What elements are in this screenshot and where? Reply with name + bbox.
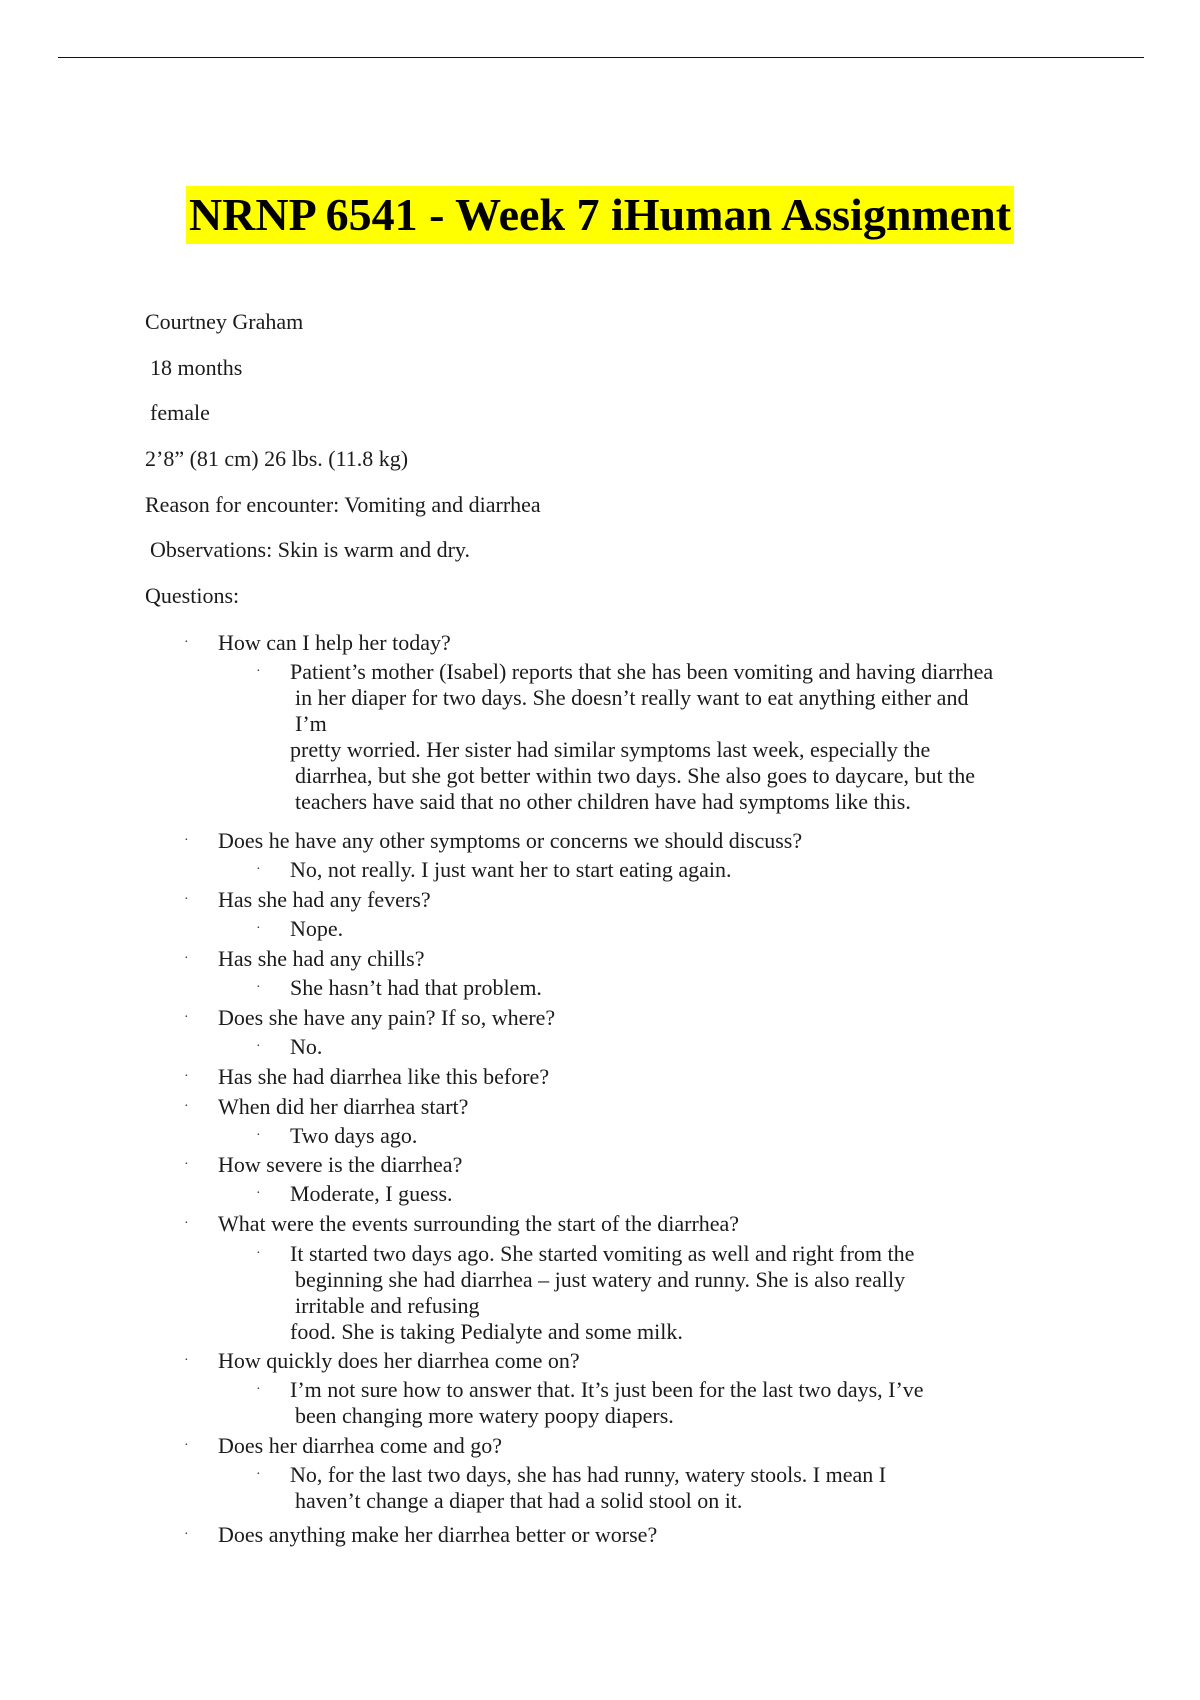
answer-line: It started two days ago. She started vomiting as well and right from the: [290, 1241, 915, 1266]
questions-label: Questions:: [145, 583, 240, 608]
question-bullet: ·: [184, 1157, 189, 1172]
answer-bullet: ·: [256, 1246, 261, 1261]
patient-age: 18 months: [150, 355, 243, 380]
title-container: [0, 186, 1200, 244]
question-item: Has she had any fevers?: [218, 887, 431, 912]
patient-sex: female: [150, 400, 210, 425]
answer-item: [290, 1034, 322, 1060]
answer-line: No, for the last two days, she has had runny, watery stools. I mean I: [290, 1462, 887, 1487]
question-item: When did her diarrhea start?: [218, 1094, 469, 1119]
question-bullet: ·: [184, 1216, 189, 1231]
document-title: NRNP 6541 - Week 7 iHuman Assignment: [186, 186, 1014, 244]
answer-bullet: ·: [256, 1039, 261, 1054]
question-item: Does her diarrhea come and go?: [218, 1433, 503, 1458]
question-item: Does she have any pain? If so, where?: [218, 1005, 556, 1030]
question-bullet: ·: [184, 635, 189, 650]
question-item: Has she had any chills?: [218, 946, 425, 971]
answer-line: teachers have said that no other children have had symptoms like this.: [295, 789, 911, 814]
answer-line: I’m: [295, 711, 327, 736]
answer-line: irritable and refusing: [295, 1293, 480, 1318]
answer-line: beginning she had diarrhea – just watery and runny. She is also really: [295, 1267, 906, 1292]
answer-item: [290, 975, 542, 1001]
answer-bullet: ·: [256, 1186, 261, 1201]
patient-name: Courtney Graham: [145, 309, 304, 334]
answer-line: No, not really. I just want her to start eating again.: [290, 857, 732, 882]
question-bullet: ·: [184, 892, 189, 907]
question-bullet: ·: [184, 1527, 189, 1542]
answer-bullet: ·: [256, 921, 261, 936]
answer-item: [290, 1241, 914, 1345]
answer-item: [290, 1377, 924, 1429]
answer-line: I’m not sure how to answer that. It’s just been for the last two days, I’ve: [290, 1377, 924, 1402]
question-bullet: ·: [184, 951, 189, 966]
answer-bullet: ·: [256, 980, 261, 995]
answer-item: [290, 916, 343, 942]
answer-item: [290, 1181, 453, 1207]
answer-item: [290, 857, 732, 883]
question-bullet: ·: [184, 1353, 189, 1368]
answer-line: Nope.: [290, 916, 344, 941]
question-item: How quickly does her diarrhea come on?: [218, 1348, 580, 1373]
question-bullet: ·: [184, 1010, 189, 1025]
answer-line: She hasn’t had that problem.: [290, 975, 542, 1000]
answer-line: pretty worried. Her sister had similar symptoms last week, especially the: [290, 737, 931, 762]
answer-line: haven’t change a diaper that had a solid stool on it.: [295, 1488, 743, 1513]
answer-line: No.: [290, 1034, 323, 1059]
question-bullet: ·: [184, 833, 189, 848]
question-item: Does anything make her diarrhea better or worse?: [218, 1522, 658, 1547]
answer-item: [290, 1123, 417, 1149]
answer-line: in her diaper for two days. She doesn’t really want to eat anything either and: [295, 685, 969, 710]
answer-line: been changing more watery poopy diapers.: [295, 1403, 674, 1428]
answer-bullet: ·: [256, 1382, 261, 1397]
reason-for-encounter: Reason for encounter: Vomiting and diarrhea: [145, 492, 541, 517]
answer-line: food. She is taking Pedialyte and some milk.: [290, 1319, 683, 1344]
question-bullet: ·: [184, 1099, 189, 1114]
answer-line: diarrhea, but she got better within two days. She also goes to daycare, but the: [295, 763, 975, 788]
question-item: How can I help her today?: [218, 630, 451, 655]
header-rule: [58, 57, 1144, 58]
answer-bullet: ·: [256, 1128, 261, 1143]
question-item: Does he have any other symptoms or concerns we should discuss?: [218, 828, 803, 853]
answer-item: [290, 659, 993, 815]
answer-bullet: ·: [256, 664, 261, 679]
answer-line: Patient’s mother (Isabel) reports that she has been vomiting and having diarrhea: [290, 659, 994, 684]
question-item: How severe is the diarrhea?: [218, 1152, 463, 1177]
answer-bullet: ·: [256, 862, 261, 877]
patient-measurements: 2’8” (81 cm) 26 lbs. (11.8 kg): [145, 446, 409, 471]
answer-line: Moderate, I guess.: [290, 1181, 453, 1206]
question-bullet: ·: [184, 1069, 189, 1084]
observations: Observations: Skin is warm and dry.: [150, 537, 470, 562]
question-bullet: ·: [184, 1438, 189, 1453]
answer-item: [290, 1462, 886, 1514]
answer-bullet: ·: [256, 1467, 261, 1482]
question-item: What were the events surrounding the start of the diarrhea?: [218, 1211, 740, 1236]
answer-line: Two days ago.: [290, 1123, 418, 1148]
question-item: Has she had diarrhea like this before?: [218, 1064, 550, 1089]
